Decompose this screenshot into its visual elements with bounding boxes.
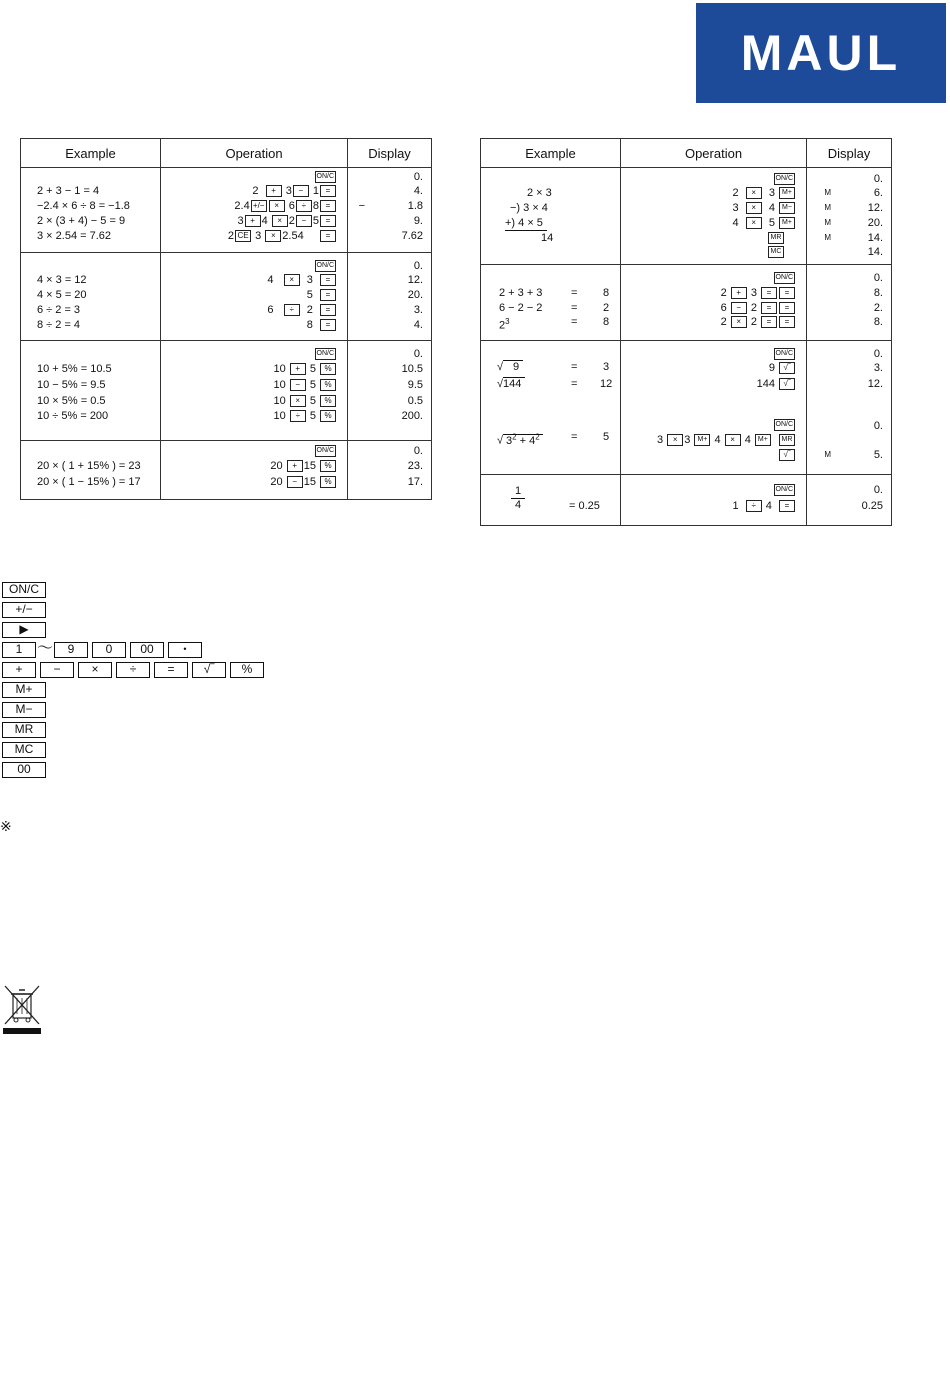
header-display: Display [807,139,892,168]
percent-key: % [320,363,336,375]
m-minus-key: M− [779,202,795,214]
equals-key: = [779,500,795,512]
operation-cell: ON/C 9 √‾ 144 √‾ ON/C 3 × 3 M+ 4 × 4 M+ MR √‾ [621,341,807,475]
reference-mark: ※ [0,818,12,834]
double-zero-key: 00 [2,762,46,778]
example-line: −2.4 × 6 ÷ 8 = −1.8 [37,200,130,212]
example-cell: 10 + 5% = 10.5 10 − 5% = 9.5 10 × 5% = 0.5 10 ÷ 5% = 200 [21,341,161,441]
play-key: ▶ [2,622,46,638]
header-operation: Operation [621,139,807,168]
weee-crossed-bin-icon [2,984,42,1036]
times-key: × [78,662,112,678]
onc-key: ON/C [774,484,796,496]
display-cell: 0. 8. 2. 8. [807,265,892,341]
example-cell: √ 9 = 3 √144 = 12 √ $3^2 + 4^2$ = 5 [481,341,621,475]
display-cell: 0. 23. 17. [348,441,432,500]
onc-key: ON/C [774,348,796,360]
equals-key: = [779,316,795,328]
m-plus-key: M+ [755,434,771,446]
example-cell: 2 × 3 −) 3 × 4 +) 4 × 5 14 [481,168,621,265]
times-key: × [272,215,288,227]
equals-key: = [761,316,777,328]
minus-key: − [296,215,312,227]
plus-minus-key: +/− [251,200,267,212]
right-example-table [480,138,892,526]
plus-key: + [2,662,36,678]
example-line: 2 + 3 − 1 = 4 [37,185,100,197]
mc-key: MC [2,742,46,758]
times-key: × [284,274,300,286]
plus-key: + [245,215,261,227]
example-cell: $\frac{1}{4}$ = 0.25 [481,475,621,526]
minus-key: − [40,662,74,678]
header-example: Example [21,139,161,168]
decimal-point-key: • [168,642,202,658]
digit-1-key: 1 [2,642,36,658]
operation-cell [161,168,348,253]
m-plus-key: M+ [779,217,795,229]
minus-key: − [293,185,309,197]
double-zero-key: 00 [130,642,164,658]
equals-key: = [154,662,188,678]
m-plus-key: M+ [2,682,46,698]
mc-key: MC [768,246,784,258]
equals-key: = [320,304,336,316]
operation-cell: ON/C 20 + 15 % 20 − 15 % [161,441,348,500]
divide-key: ÷ [290,410,306,422]
percent-key: % [320,410,336,422]
times-key: × [265,230,281,242]
operation-line: 2 CE 3 × 2.54 = [228,229,337,243]
display-cell: 0. 10.5 9.5 0.5 200. [348,341,432,441]
maul-logo: MAUL [696,3,946,103]
equals-key: = [320,230,336,242]
operation-line: 2.4 +/− × 6 ÷ 8 = [234,199,337,213]
operation-line: 3 + 4 × 2 − 5 = [237,214,337,228]
onc-key: ON/C [315,445,337,457]
onc-key: ON/C [774,272,796,284]
equals-key: = [779,287,795,299]
sqrt-key: √‾ [779,449,795,461]
operation-cell: ON/C 1 ÷ 4 = [621,475,807,526]
mr-key: MR [2,722,46,738]
operation-cell: ON/C 2 + 3 = = 6 − 2 = = 2 × 2 = = [621,265,807,341]
onc-key: ON/C [774,173,796,185]
equals-key: = [761,302,777,314]
example-line: 3 × 2.54 = 7.62 [37,230,112,242]
times-key: × [269,200,285,212]
minus-key: − [287,476,303,488]
onc-key: ON/C [315,171,337,183]
plus-key: + [266,185,282,197]
equals-key: = [320,289,336,301]
m-minus-key: M− [2,702,46,718]
equals-key: = [320,185,336,197]
operation-cell: ON/C 2 × 3 M+ 3 × 4 M− 4 × 5 M+ MR MC [621,168,807,265]
range-tilde: 〜 [36,640,53,657]
header-example: Example [481,139,621,168]
display-cell: 0. 4. − 1.8 9. 7.62 [348,168,432,253]
m-plus-key: M+ [694,434,710,446]
digit-0-key: 0 [92,642,126,658]
times-key: × [667,434,683,446]
plus-minus-key: +/− [2,602,46,618]
display-cell: 0. 3. 12. 0. M 5. [807,341,892,475]
example-cell [21,168,161,253]
times-key: × [746,187,762,199]
percent-key: % [320,395,336,407]
divide-key: ÷ [284,304,300,316]
divide-key: ÷ [116,662,150,678]
plus-key: + [290,363,306,375]
left-example-table [20,138,432,500]
equals-key: = [320,215,336,227]
onc-key: ON/C [774,419,796,431]
mr-key: MR [768,232,784,244]
times-key: × [746,217,762,229]
times-key: × [290,395,306,407]
operation-cell: ON/C 10 + 5 % 10 − 5 % 10 × 5 % 10 ÷ 5 % [161,341,348,441]
display-cell: 0. 0.25 [807,475,892,526]
equals-key: = [761,287,777,299]
percent-key: % [320,379,336,391]
header-display: Display [348,139,432,168]
example-cell: 2 + 3 + 3 = 8 6 − 2 − 2 = 2 $2^3$ = 8 [481,265,621,341]
equals-key: = [320,200,336,212]
header-operation: Operation [161,139,348,168]
times-key: × [746,202,762,214]
percent-key: % [320,476,336,488]
divide-key: ÷ [746,500,762,512]
minus-key: − [290,379,306,391]
onc-key: ON/C [2,582,46,598]
operation-line: 2 + 3 − 1 = [252,184,337,198]
sqrt-key: √‾ [779,378,795,390]
plus-key: + [287,460,303,472]
ce-key: CE [235,230,251,242]
divide-key: ÷ [296,200,312,212]
example-line: 2 × (3 + 4) − 5 = 9 [37,215,126,227]
mr-key: MR [779,434,795,446]
times-key: × [731,316,747,328]
m-plus-key: M+ [779,187,795,199]
percent-key: % [320,460,336,472]
equals-key: = [779,302,795,314]
onc-key: ON/C [315,348,337,360]
minus-key: − [731,302,747,314]
times-key: × [725,434,741,446]
sqrt-key: √‾ [779,362,795,374]
equals-key: = [320,274,336,286]
display-cell: 0. 12. 20. 3. 4. [348,253,432,341]
plus-key: + [731,287,747,299]
digit-9-key: 9 [54,642,88,658]
display-cell: 0. M 6. M 12. M 20. M 14. 14. [807,168,892,265]
example-cell: 4 × 3 = 12 4 × 5 = 20 6 ÷ 2 = 3 8 ÷ 2 = 4 [21,253,161,341]
sqrt-key: √‾ [192,662,226,678]
percent-key: % [230,662,264,678]
operation-cell: ON/C 4 × 3 = 5 = 6 ÷ 2 = 8 = [161,253,348,341]
example-cell: 20 × ( 1 + 15% ) = 23 20 × ( 1 − 15% ) = 17 [21,441,161,500]
equals-key: = [320,319,336,331]
onc-key: ON/C [315,260,337,272]
